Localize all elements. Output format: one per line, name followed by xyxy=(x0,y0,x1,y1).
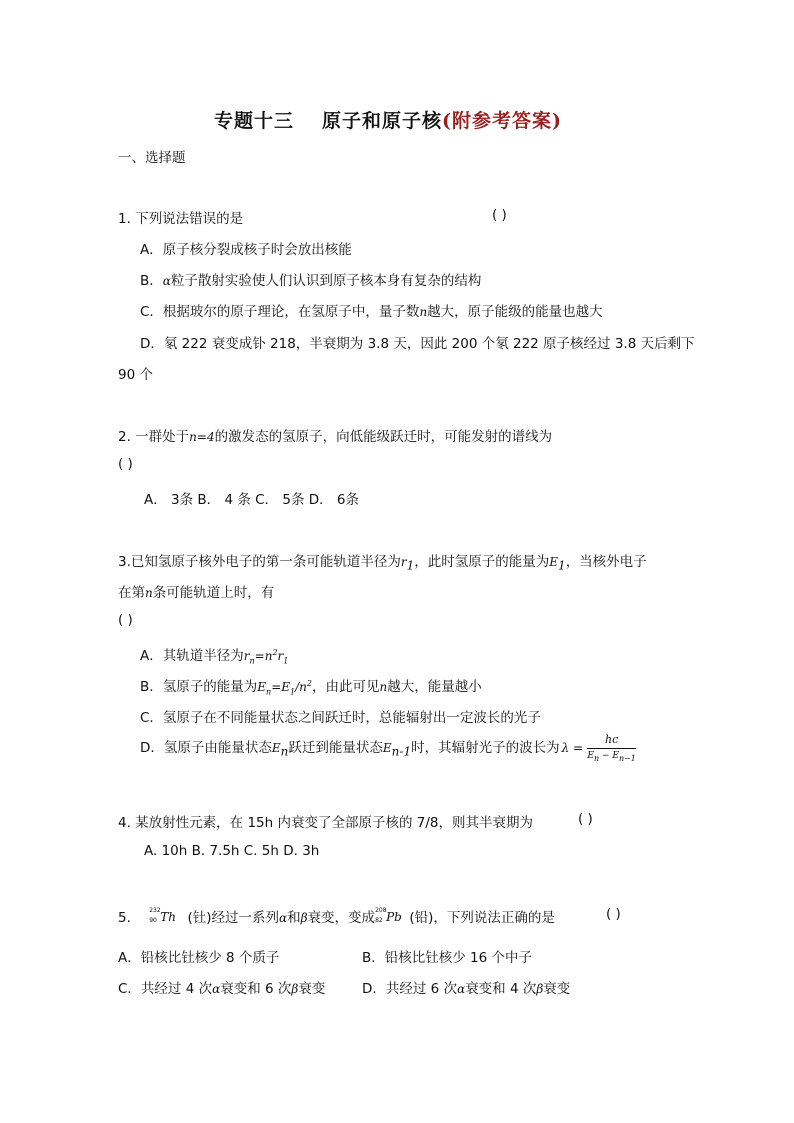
q5-option-b: B．铅核比钍核少 16 个中子 xyxy=(362,950,533,966)
q5-stem xyxy=(118,906,555,926)
q2-stem xyxy=(118,425,552,445)
alpha-symbol: α xyxy=(457,982,466,996)
r-subscript: 1 xyxy=(406,558,415,573)
q3-stem-p1: 3.已知氢原子核外电子的第一条可能轨道半径为 xyxy=(118,554,401,570)
q2-options: A． 3条 B． 4 条 C． 5条 D． 6条 xyxy=(144,492,360,508)
q5-stem-p1: (钍)经过一系列 xyxy=(183,910,280,926)
lambda-symbol: λ = xyxy=(561,740,584,755)
answer-note: (附参考答案) xyxy=(442,110,563,132)
q3-stem-l2-pre: 在第 xyxy=(118,585,145,601)
q3-stem-l2-post: 条可能轨道上时，有 xyxy=(152,585,275,601)
q2-stem-post: 的激发态的氢原子，向低能级跃迁时，可能发射的谱线为 xyxy=(214,429,553,445)
q2-stem-pre: 2. 一群处于 xyxy=(118,429,190,445)
n-symbol: n xyxy=(379,680,388,694)
n-symbol: n xyxy=(145,586,153,600)
q3-option-d-post: 时，其辐射光子的波长为 xyxy=(411,739,560,756)
q5-option-c: C．共经过 4 次α衰变和 6 次β衰变 xyxy=(118,981,326,997)
q5-option-a: A．铅核比钍核少 8 个质子 xyxy=(118,950,280,966)
q5-stem-p2: 衰变，变成 xyxy=(307,910,376,926)
alpha-symbol: α xyxy=(162,274,171,288)
q1-option-c-pre: C．根据玻尔的原子理论，在氢原子中，量子数 xyxy=(140,304,420,320)
q4-stem: 4. 某放射性元素，在 15h 内衰变了全部原子核的 7/8，则其半衰期为 xyxy=(118,815,534,831)
fraction-denominator: $E_n - E_{n-1}$ xyxy=(587,751,636,763)
q1-option-c xyxy=(140,300,603,320)
fraction-numerator: hc xyxy=(587,733,636,749)
q1-answer-paren: ( ) xyxy=(492,207,507,223)
q3-stem-p3: ，当核外电子 xyxy=(565,554,647,570)
energy-formula: $E_n=E_1/n^2$ xyxy=(257,679,312,697)
q1-option-d-line2: 90 个 xyxy=(118,367,153,383)
beta-symbol: β xyxy=(536,982,544,996)
orbit-radius-formula: $r_n=n^2r_1$ xyxy=(243,648,289,666)
q4-options: A. 10h B. 7.5h C. 5h D. 3h xyxy=(144,843,320,859)
q5-stem-p3: (铅)，下列说法正确的是 xyxy=(405,910,555,926)
q1-option-b-text: 粒子散射实验使人们认识到原子核本身有复杂的结构 xyxy=(170,273,482,289)
q1-option-d-line1: D．氡 222 衰变成钋 218，半衰期为 3.8 天，因此 200 个氡 222 原子核经过 3.8 天后剩下 xyxy=(140,336,695,352)
thorium-nuclide: 232 90 Th xyxy=(149,907,176,924)
en-symbol: E xyxy=(271,740,281,755)
section-heading: 一、选择题 xyxy=(118,150,186,166)
q5-answer-paren: ( ) xyxy=(606,906,621,922)
en-subscript: n xyxy=(280,744,289,759)
q3-option-b xyxy=(140,675,482,696)
alpha-symbol: α xyxy=(212,982,221,996)
beta-symbol: β xyxy=(291,982,299,996)
n-symbol: n xyxy=(419,305,428,319)
wavelength-fraction xyxy=(587,733,636,763)
title-main: 专题十三 xyxy=(214,110,295,132)
em-subscript: n-1 xyxy=(391,744,412,759)
page-title xyxy=(214,106,562,133)
q3-option-a-text: A．其轨道半径为 xyxy=(140,648,244,664)
e-subscript: 1 xyxy=(558,558,566,573)
em-symbol: E xyxy=(382,740,392,755)
q3-option-b-post: 越大，能量越小 xyxy=(387,679,482,695)
q3-option-d xyxy=(140,733,636,763)
q3-answer-paren: ( ) xyxy=(118,612,133,628)
alpha-symbol: α xyxy=(279,911,288,925)
q3-option-c: C．氢原子在不同能量状态之间跃迁时，总能辐射出一定波长的光子 xyxy=(140,710,541,726)
q3-stem-line1 xyxy=(118,550,647,573)
q2-n-value: n=4 xyxy=(189,430,215,444)
q3-option-b-text: B．氢原子的能量为 xyxy=(140,679,258,695)
q1-stem: 1. 下列说法错误的是 xyxy=(118,211,244,227)
q1-option-a: A．原子核分裂成核子时会放出核能 xyxy=(140,242,352,258)
q4-answer-paren: ( ) xyxy=(578,811,593,827)
q3-option-d-mid: 跃迁到能量状态 xyxy=(288,739,383,756)
q3-stem-line2 xyxy=(118,581,274,601)
beta-symbol: β xyxy=(300,911,308,925)
q3-stem-p2: ，此时氢原子的能量为 xyxy=(414,554,550,570)
q5-stem-and: 和 xyxy=(287,910,301,926)
q2-answer-paren: ( ) xyxy=(118,456,133,472)
q3-option-b-mid: ，由此可见 xyxy=(311,679,380,695)
q1-option-b-label: B． xyxy=(140,273,163,289)
q5-number: 5. xyxy=(118,910,131,926)
r-symbol: r xyxy=(400,555,407,569)
q3-option-a xyxy=(140,644,288,665)
e-symbol: E xyxy=(549,555,559,569)
q5-option-d: D．共经过 6 次α衰变和 4 次β衰变 xyxy=(362,981,571,997)
q1-option-b xyxy=(140,269,481,289)
q1-option-c-post: 越大，原子能级的能量也越大 xyxy=(427,304,603,320)
title-sub: 原子和原子核 xyxy=(322,110,443,132)
lead-nuclide: 208 82 Pb xyxy=(375,907,402,924)
q3-option-d-pre: D．氢原子由能量状态 xyxy=(140,739,272,756)
